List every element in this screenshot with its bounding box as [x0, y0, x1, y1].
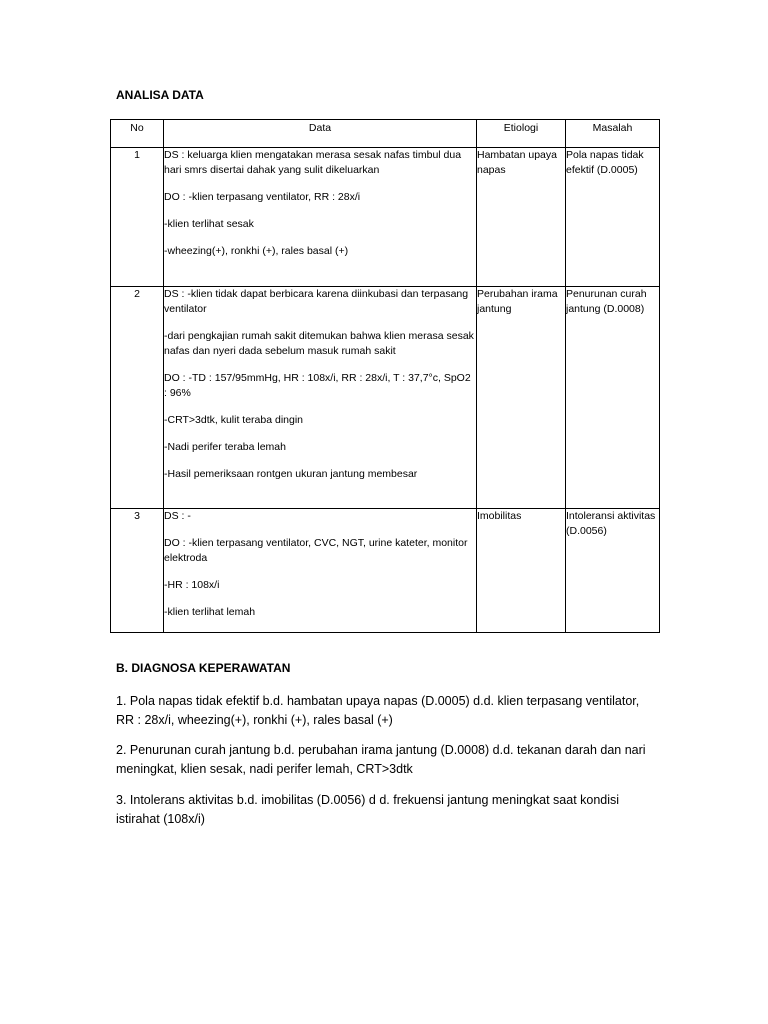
data-paragraph: -dari pengkajian rumah sakit ditemukan bahwa klien merasa sesak nafas dan nyeri dada sebelum masuk rumah sakit — [164, 330, 474, 357]
row-etiologi: Perubahan irama jantung — [477, 287, 566, 509]
data-paragraph: -wheezing(+), ronkhi (+), rales basal (+) — [164, 245, 349, 257]
data-paragraph: DO : -klien terpasang ventilator, RR : 28x/i — [164, 191, 361, 203]
section-b-title: B. DIAGNOSA KEPERAWATAN — [116, 661, 291, 675]
row-data-cell — [164, 148, 477, 287]
data-paragraph: -Nadi perifer teraba lemah — [164, 441, 286, 453]
row-masalah: Intoleransi aktivitas (D.0056) — [566, 509, 660, 633]
header-masalah: Masalah — [566, 120, 660, 148]
row-no: 1 — [111, 148, 164, 287]
row-etiologi: Hambatan upaya napas — [477, 148, 566, 287]
data-paragraph: DS : -klien tidak dapat berbicara karena diinkubasi dan terpasang ventilator — [164, 288, 469, 315]
table-row — [111, 509, 660, 633]
row-masalah: Penurunan curah jantung (D.0008) — [566, 287, 660, 509]
row-masalah: Pola napas tidak efektif (D.0005) — [566, 148, 660, 287]
diagnosis-item: 1. Pola napas tidak efektif b.d. hambatan upaya napas (D.0005) d.d. klien terpasang ventilator, RR : 28x/i, wheezing(+), ronkhi (+), rales basal (+) — [116, 694, 640, 727]
row-data-cell — [164, 287, 477, 509]
section-a-title: ANALISA DATA — [116, 88, 204, 102]
header-no: No — [111, 120, 164, 148]
data-paragraph: -klien terlihat sesak — [164, 218, 254, 230]
data-paragraph: -HR : 108x/i — [164, 579, 220, 591]
header-data: Data — [164, 120, 477, 148]
diagnosis-item: 2. Penurunan curah jantung b.d. perubahan irama jantung (D.0008) d.d. tekanan darah dan nari meningkat, klien sesak, nadi perifer lemah, CRT>3dtk — [116, 743, 646, 776]
data-paragraph: DO : -TD : 157/95mmHg, HR : 108x/i, RR : 28x/i, T : 37,7°c, SpO2 : 96% — [164, 372, 471, 399]
table-row — [111, 148, 660, 287]
table-header-row — [111, 120, 660, 148]
data-paragraph: DS : keluarga klien mengatakan merasa sesak nafas timbul dua hari smrs disertai dahak yang sulit dikeluarkan — [164, 149, 462, 176]
row-no: 2 — [111, 287, 164, 509]
row-etiologi: Imobilitas — [477, 509, 566, 633]
data-paragraph: DO : -klien terpasang ventilator, CVC, NGT, urine kateter, monitor elektroda — [164, 537, 468, 564]
data-paragraph: -Hasil pemeriksaan rontgen ukuran jantung membesar — [164, 468, 418, 480]
row-data-cell — [164, 509, 477, 633]
diagnosis-item: 3. Intolerans aktivitas b.d. imobilitas (D.0056) d d. frekuensi jantung meningkat saat kondisi istirahat (108x/i) — [116, 793, 620, 826]
table-row — [111, 287, 660, 509]
data-paragraph: -klien terlihat lemah — [164, 606, 256, 618]
header-etiologi: Etiologi — [477, 120, 566, 148]
data-paragraph: -CRT>3dtk, kulit teraba dingin — [164, 414, 304, 426]
analisa-data-table — [110, 119, 660, 633]
row-no: 3 — [111, 509, 164, 633]
data-paragraph: DS : - — [164, 510, 191, 522]
